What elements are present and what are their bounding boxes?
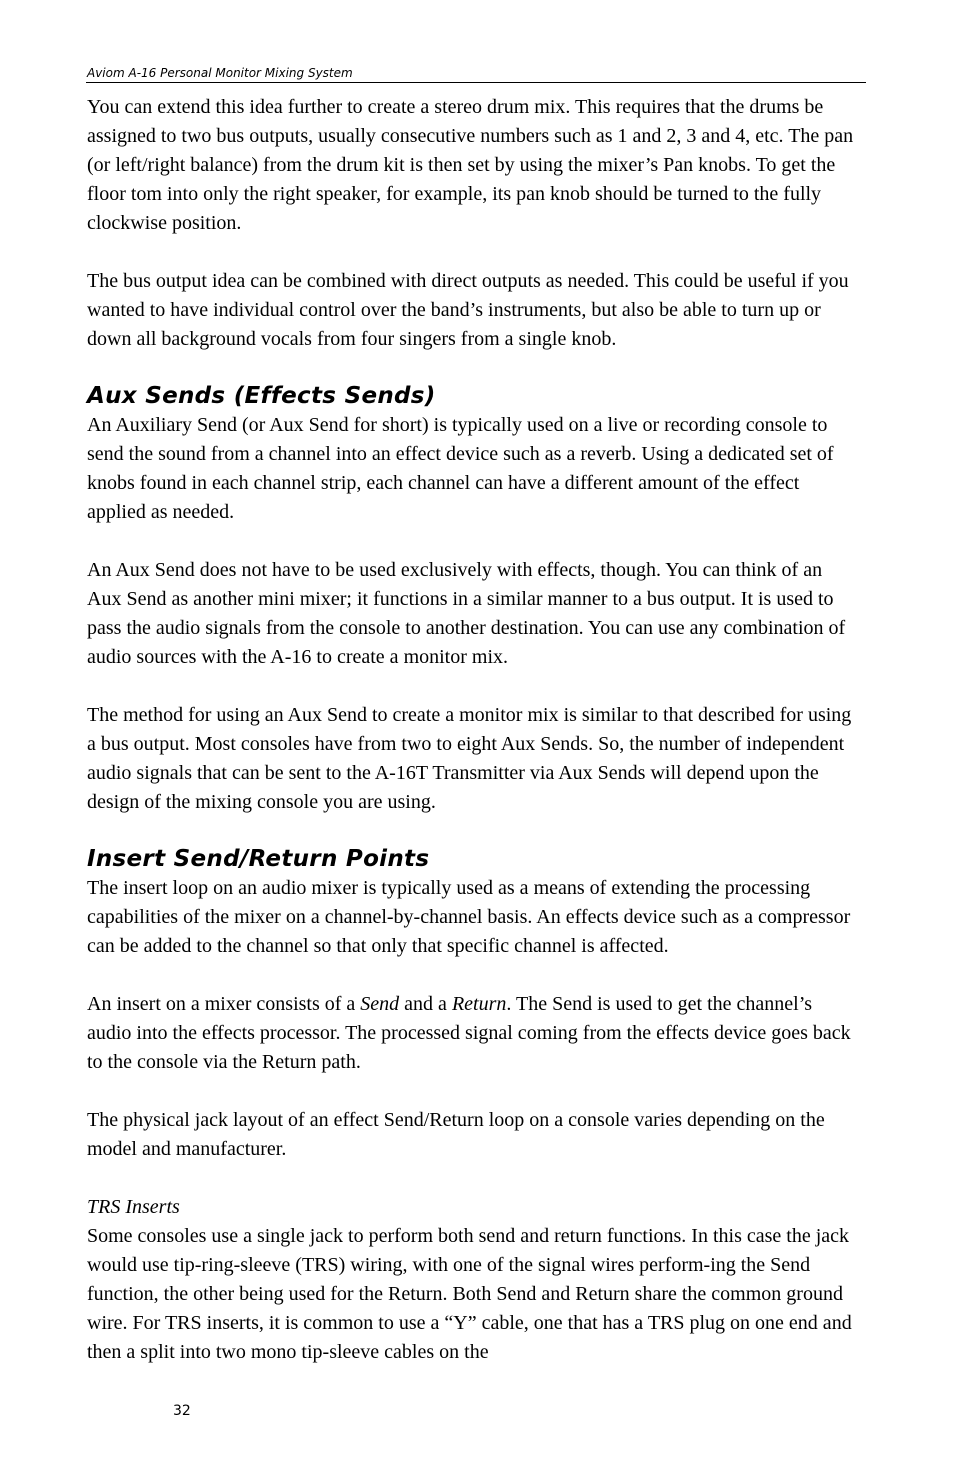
paragraph: An Aux Send does not have to be used exclusively with effects, though. You can think of an Aux Send as another mini mixer; it functions in a similar manner to a bus output. It is used to pass the audio signals from the console to another destination. You can use any combination of audio sources with the A-16 to create a monitor mix.	[87, 559, 846, 668]
running-header: Aviom A-16 Personal Monitor Mixing System	[87, 66, 353, 80]
text-run: . The Send is used to get the channel’s audio into the effects processor. The processed signal coming from the effects device goes back to the console via the Return path.	[87, 993, 851, 1073]
paragraph: The physical jack layout of an effect Send/Return loop on a console varies depending on the model and manufacturer.	[87, 1109, 825, 1160]
paragraph	[87, 990, 857, 1077]
page-number: 32	[173, 1403, 191, 1419]
paragraph: The method for using an Aux Send to create a monitor mix is similar to that described for using a bus output. Most consoles have from two to eight Aux Sends. So, the number of independent audio signals that can be sent to the A-16T Transmitter via Aux Sends will depend upon the design of the mixing console you are using.	[87, 704, 852, 813]
header-rule	[86, 82, 866, 83]
paragraph: The insert loop on an audio mixer is typically used as a means of extending the processing capabilities of the mixer on a channel-by-channel basis. An effects device such as a compressor can be added to the channel so that only that specific channel is affected.	[87, 877, 851, 957]
body-text	[87, 93, 857, 1367]
text-run: An insert on a mixer consists of a	[87, 993, 361, 1015]
section-heading-insert-points: Insert Send/Return Points	[87, 846, 430, 872]
paragraph: The bus output idea can be combined with direct outputs as needed. This could be useful if you wanted to have individual control over the band’s instruments, but also be able to turn up or down all background vocals from four singers from a single knob.	[87, 270, 849, 350]
section-heading-aux-sends: Aux Sends (Effects Sends)	[87, 383, 436, 409]
paragraph: You can extend this idea further to create a stereo drum mix. This requires that the drums be assigned to two bus outputs, usually consecutive numbers such as 1 and 2, 3 and 4, etc. The pan (or left/right balance) from the drum kit is then set by using the mixer’s Pan knobs. To get the floor tom into only the right speaker, for example, its pan knob should be turned to the fully clockwise position.	[87, 96, 854, 234]
paragraph: An Auxiliary Send (or Aux Send for short) is typically used on a live or recording console to send the sound from a channel into an effect device such as a reverb. Using a dedicated set of knobs found in each channel strip, each channel can have a different amount of the effect applied as needed.	[87, 414, 834, 523]
paragraph: Some consoles use a single jack to perform both send and return functions. In this case the jack would use tip-ring-sleeve (TRS) wiring, with one of the signal wires perform-ing the Send function, the other being used for the Return. Both Send and Return share the common ground wire. For TRS inserts, it is common to use a “Y” cable, one that has a TRS plug on one end and then a split into two mono tip-sleeve cables on the	[87, 1225, 852, 1363]
subheading-trs-inserts: TRS Inserts	[87, 1196, 180, 1218]
text-run: and a	[399, 993, 452, 1015]
emphasis-send: Send	[360, 993, 400, 1015]
emphasis-return: Return	[451, 993, 507, 1015]
